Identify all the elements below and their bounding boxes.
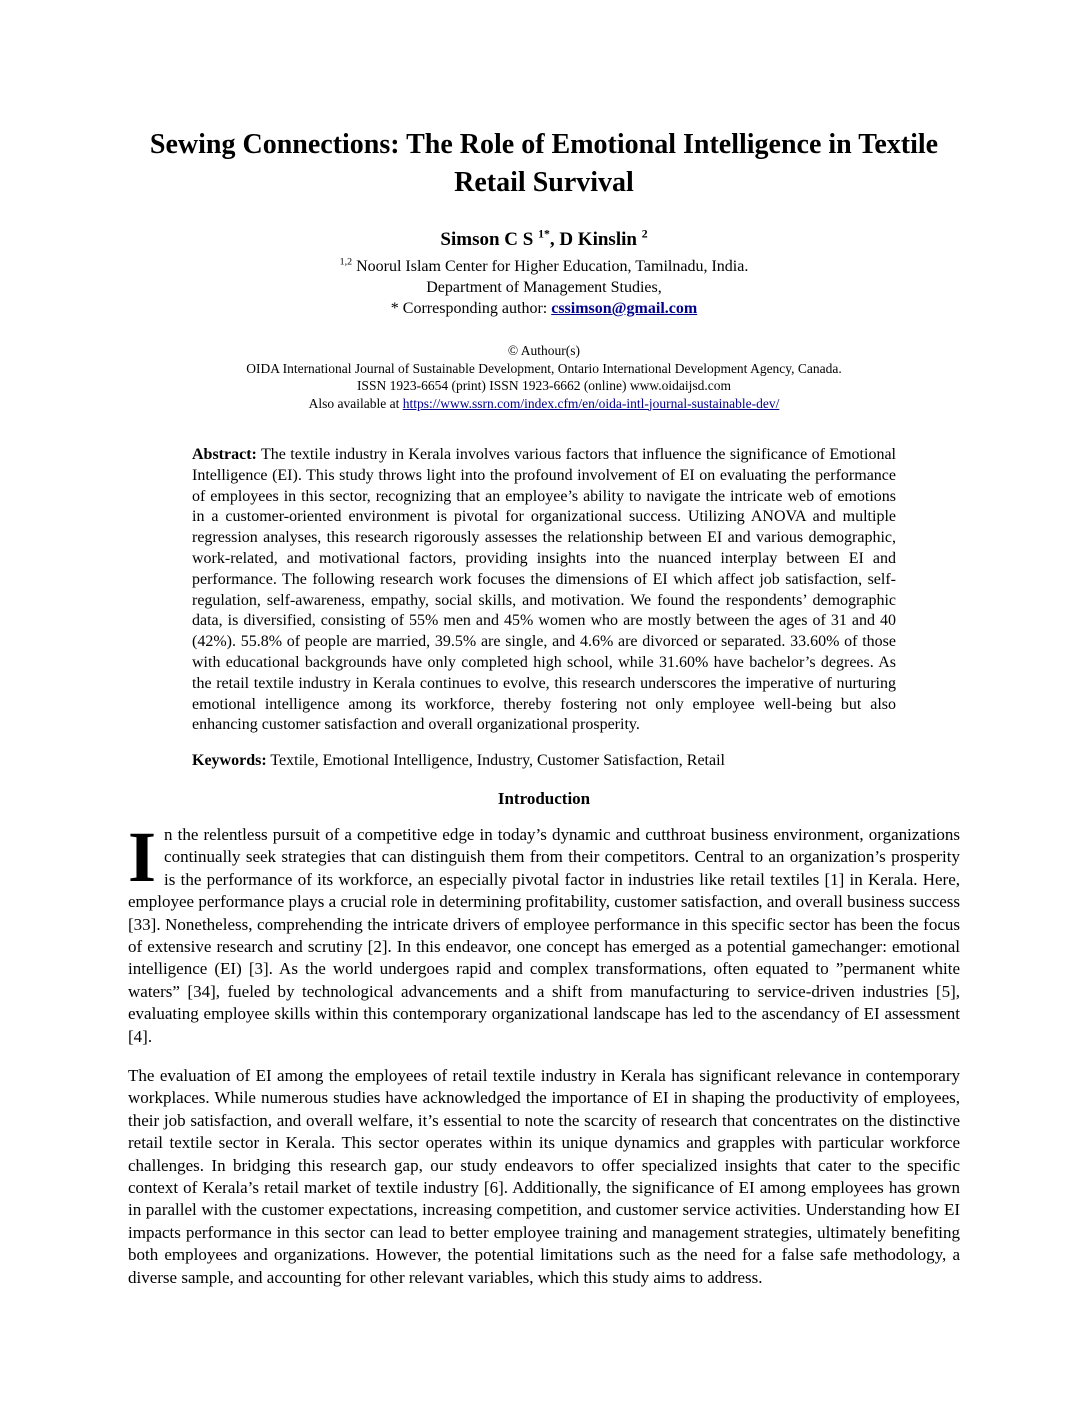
affiliation-block — [128, 256, 960, 319]
copyright-block — [128, 342, 960, 412]
keywords-paragraph — [192, 751, 896, 772]
corresponding-email-link[interactable]: cssimson@gmail.com — [551, 300, 698, 318]
author-superscript-2: 2 — [641, 227, 648, 241]
paper-title: Sewing Connections: The Role of Emotional Intelligence in Textile Retail Survival — [149, 129, 939, 198]
keywords-text: Textile, Emotional Intelligence, Industry, Customer Satisfaction, Retail — [266, 752, 725, 770]
introduction-paragraph-2: The evaluation of EI among the employees of retail textile industry in Kerala has significant relevance in contemporary workplaces. While numerous studies have acknowledged the importance of EI in shaping the productivity of employees, their job satisfaction, and overall welfare, it’s essential to note the scarcity of research that concentrates on the distinctive retail textile sector in Kerala. This sector operates within its unique dynamics and grapples with particular workforce challenges. In bridging this research gap, our study endeavors to offer specialized insights that cater to the specific context of Kerala’s retail market of textile industry [6]. Additionally, the significance of EI among employees has grown in parallel with the customer expectations, increasing competition, and customer service activities. Understanding how EI impacts performance in this sector can lead to better employee training and management strategies, ultimately benefiting both employees and organizations. However, the potential limitations such as the need for a false safe methodology, a diverse sample, and accounting for other relevant variables, which this study aims to address. — [128, 1066, 960, 1287]
copyright-line: © Authour(s) — [507, 343, 581, 359]
keywords-label: Keywords: — [192, 752, 267, 770]
author-superscript-1: 1* — [538, 227, 550, 241]
journal-line: OIDA International Journal of Sustainable Development, Ontario International Development Agency, Canada. — [246, 360, 842, 376]
affiliation-text: Noorul Islam Center for Higher Education, Tamilnadu, India. — [352, 258, 749, 276]
affiliation-line-1 — [128, 256, 960, 277]
affiliation-line-2: Department of Management Studies, — [426, 279, 662, 297]
abstract-paragraph — [192, 445, 896, 736]
issn-line: ISSN 1923-6654 (print) ISSN 1923-6662 (online) www.oidaijsd.com — [356, 378, 732, 394]
author-name-2: , D Kinslin — [549, 229, 642, 251]
author-name-1: Simson C S — [440, 229, 539, 251]
introduction-heading: Introduction — [497, 788, 591, 808]
affiliation-superscript: 1,2 — [339, 256, 353, 268]
authors-line — [128, 229, 960, 251]
corresponding-author-prefix: * Corresponding author: — [390, 300, 552, 318]
dropcap-letter: I — [128, 816, 157, 897]
abstract-label: Abstract: — [192, 446, 257, 464]
also-available-line — [128, 395, 960, 413]
ssrn-journal-link[interactable]: https://www.ssrn.com/index.cfm/en/oida-intl-journal-sustainable-dev/ — [402, 395, 780, 411]
corresponding-author-line — [128, 298, 960, 319]
abstract-text: The textile industry in Kerala involves various factors that influence the significance of Emotional Intelligence (EI). This study throws light into the profound involvement of EI on evaluating the performance of employees in this sector, recognizing that an employee’s ability to navigate the intricate web of emotions in a customer-oriented environment is pivotal for organizational success. Utilizing ANOVA and multiple regression analyses, this research rigorously assesses the relationship between EI and various demographic, work-related, and motivational factors, providing insights into the nuanced interplay between EI and performance. The following research work focuses the dimensions of EI which affect job satisfaction, self-regulation, self-awareness, empathy, social skills, and motivation. We found the respondents’ demographic data, is diversified, consisting of 55% men and 45% women who are mostly between the ages of 31 and 40 (42%). 55.8% of people are married, 39.5% are single, and 4.6% are divorced or separated. 33.60% of those with educational backgrounds have only completed high school, while 31.60% have bachelor’s degrees. As the retail textile industry in Kerala continues to evolve, this research underscores the imperative of nurturing emotional intelligence among its workforce, thereby fostering not only employee well-being but also enhancing customer satisfaction and overall organizational prosperity. — [192, 446, 896, 734]
introduction-paragraph-1-text: n the relentless pursuit of a competitive edge in today’s dynamic and cutthroat business environment, organizations continually seek strategies that can distinguish them from their competitors. Central to an organization’s prosperity is the performance of its workforce, an especially pivotal factor in industries like retail textiles [1] in Kerala. Here, employee performance plays a crucial role in determining profitability, customer satisfaction, and overall business success [33]. Nonetheless, comprehending the intricate drivers of employee performance in this specific sector has been the focus of extensive research and scrutiny [2]. In this endeavor, one concept has emerged as a potential gamechanger: emotional intelligence (EI) [3]. As the world undergoes rapid and complex transformations, often equated to ”permanent white waters” [34], fueled by technological advancements and a shift from manufacturing to service-driven industries [5], evaluating employee skills within this contemporary organizational landscape has led to the ascendancy of EI assessment [4]. — [128, 824, 960, 1046]
also-available-prefix: Also available at — [308, 395, 403, 411]
introduction-paragraph-1 — [128, 816, 960, 1048]
